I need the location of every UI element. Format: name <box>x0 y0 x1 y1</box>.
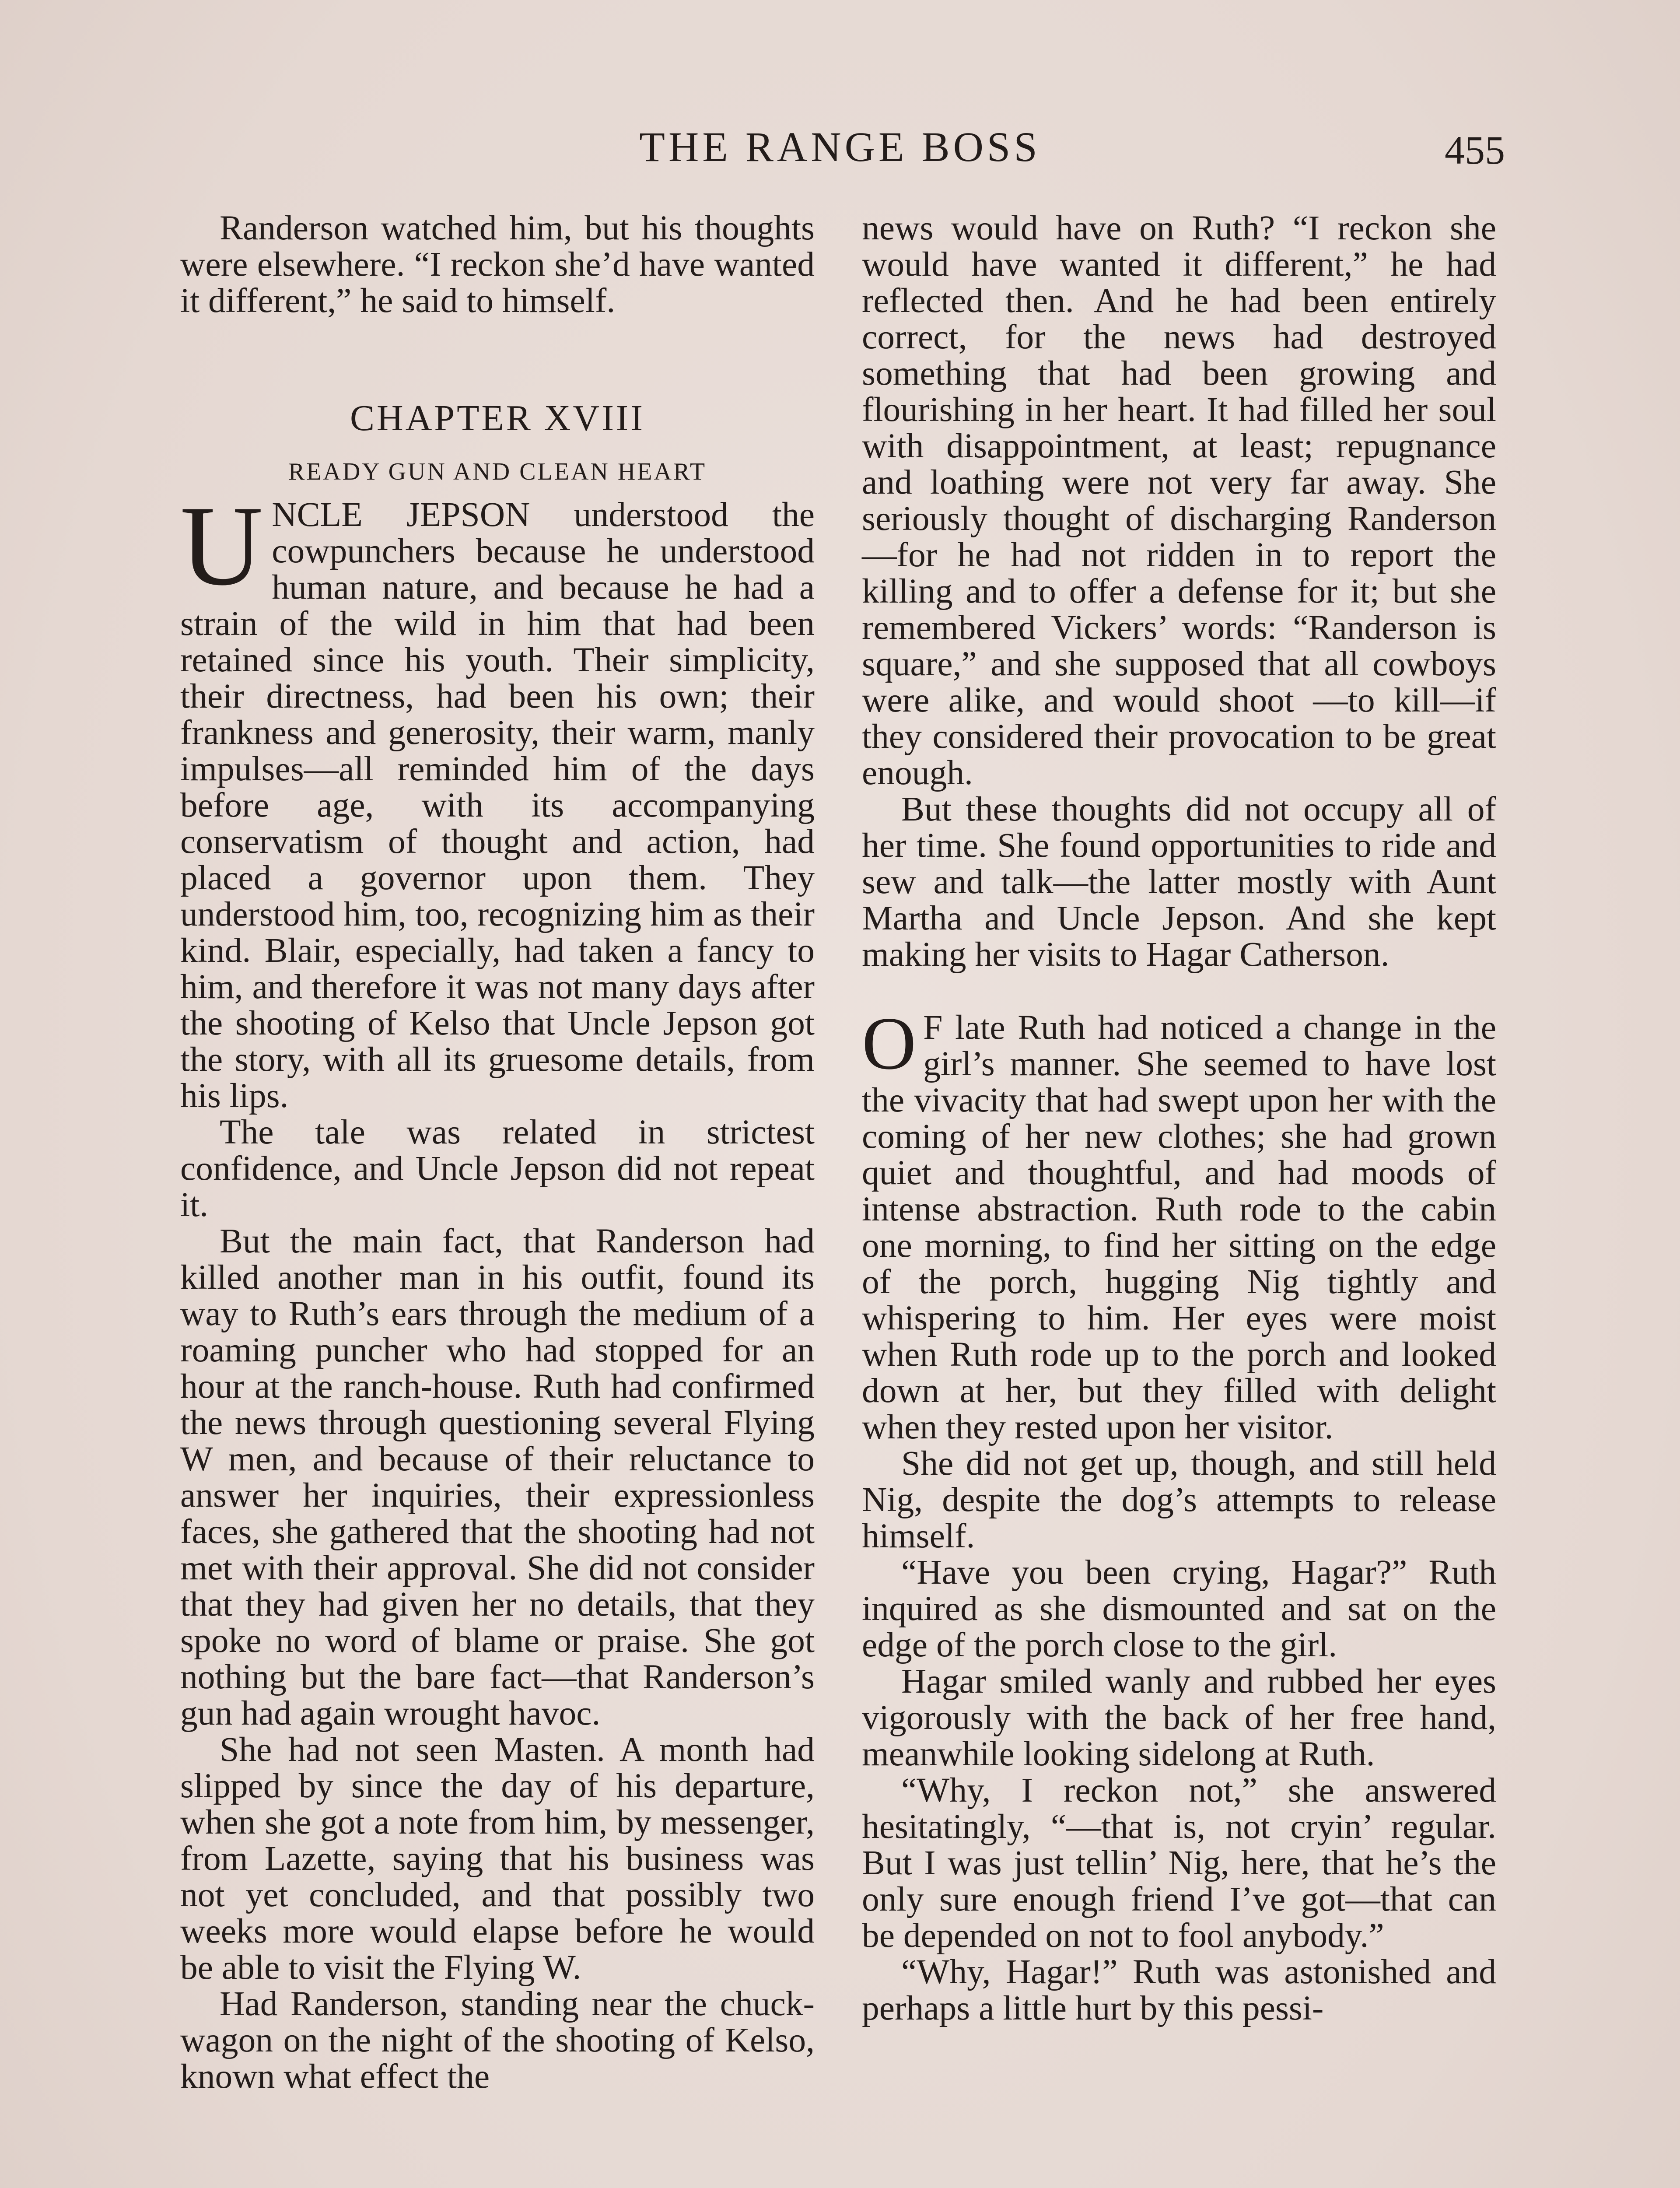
drop-cap: U <box>180 482 263 609</box>
paragraph: Hagar smiled wanly and rubbed her eyes vigorously with the back of her free hand, meanwhile looking sidelong at Ruth. <box>862 1662 1496 1773</box>
paragraph: She had not seen Masten. A month had slipped by since the day of his departure, when she got a note from him, by messenger, from Lazette, saying that his business was not yet concluded, and that possibly two weeks more would elapse before he would be able to visit the Flying W. <box>180 1730 815 1987</box>
paragraph-text: F late Ruth had noticed a change in the girl’s manner. She seemed to have lost the vivacity that had swept upon her with the coming of her new clothes; she had grown quiet and thoughtful, and had moods of intense abstraction. Ruth rode to the cabin one morning, to find her sitting on the edge of the porch, hugging Nig tightly and whispering to him. Her eyes were moist when Ruth rode up to the porch and looked down at her, but they filled with delight when they rested upon her visitor. <box>862 1008 1496 1446</box>
left-column <box>180 210 815 2095</box>
paragraph: Had Randerson, standing near the chuck-wagon on the night of the shooting of Kelso, known what effect the <box>180 1985 815 2096</box>
paragraph: news would have on Ruth? “I reckon she would have wanted it different,” he had reflected then. And he had been entirely correct, for the news had destroyed something that had been growing and flourishing in her heart. It had filled her soul with disappointment, at least; repugnance and loathing were not very far away. She seriously thought of discharging Randerson—for he had not ridden in to report the killing and to offer a defense for it; but she remembered Vickers’ words: “Randerson is square,” and she supposed that all cowboys were alike, and would shoot —to kill—if they considered their provocation to be great enough. <box>862 209 1496 792</box>
paragraph-text: NCLE JEPSON understood the cowpunchers because he understood human nature, and because he had a strain of the wild in him that had been retained since his youth. Their simplicity, their directness, had been his own; their frankness and generosity, their warm, manly impulses—all reminded him of the days before age, with its accompanying conservatism of thought and action, had placed a governor upon them. They understood him, too, recognizing him as their kind. Blair, especially, had taken a fancy to him, and therefore it was not many days after the shooting of Kelso that Uncle Jepson got the story, with all its gruesome details, from his lips. <box>180 495 815 1115</box>
paragraph: The tale was related in strictest confidence, and Uncle Jepson did not repeat it. <box>180 1113 815 1224</box>
chapter-subtitle: READY GUN AND CLEAN HEART <box>288 458 707 485</box>
chapter-heading: CHAPTER XVIII <box>350 398 645 438</box>
paragraph: But these thoughts did not occupy all of her time. She found opportunities to ride and sew and talk—the latter mostly with Aunt Martha and Uncle Jepson. And she kept making her visits to Hagar Catherson. <box>862 790 1496 974</box>
running-head <box>175 123 1505 188</box>
paragraph: She did not get up, though, and still held Nig, despite the dog’s attempts to release himself. <box>862 1444 1496 1555</box>
paragraph: Randerson watched him, but his thoughts were elsewhere. “I reckon she’d have wanted it different,” he said to himself. <box>180 209 815 320</box>
paragraph: But the main fact, that Randerson had killed another man in his outfit, found its way to Ruth’s ears through the medium of a roaming puncher who had stopped for an hour at the ranch-house. Ruth had confirmed the news through questioning several Flying W men, and because of their reluctance to answer her inquiries, their expressionless faces, she gathered that the shooting had not met with their approval. She did not consider that they had given her no details, that they spoke no word of blame or praise. She got nothing but the bare fact—that Randerson’s gun had again wrought havoc. <box>180 1222 815 1732</box>
chapter-opening-paragraph <box>180 482 815 1115</box>
paragraph: “Why, I reckon not,” she answered hesitatingly, “—that is, not cryin’ regular. But I was just tellin’ Nig, here, that he’s the only sure enough friend I’ve got—that can be depended on not to fool anybody.” <box>862 1771 1496 1955</box>
paragraph: “Why, Hagar!” Ruth was astonished and perhaps a little hurt by this pessi- <box>862 1953 1496 2027</box>
section-opening-paragraph <box>862 1002 1496 1446</box>
paragraph: “Have you been crying, Hagar?” Ruth inquired as she dismounted and sat on the edge of the porch close to the girl. <box>862 1553 1496 1664</box>
drop-cap: O <box>862 1002 917 1085</box>
running-title: THE RANGE BOSS <box>639 123 1041 170</box>
page-number: 455 <box>1445 128 1505 172</box>
right-column <box>862 210 1496 2027</box>
